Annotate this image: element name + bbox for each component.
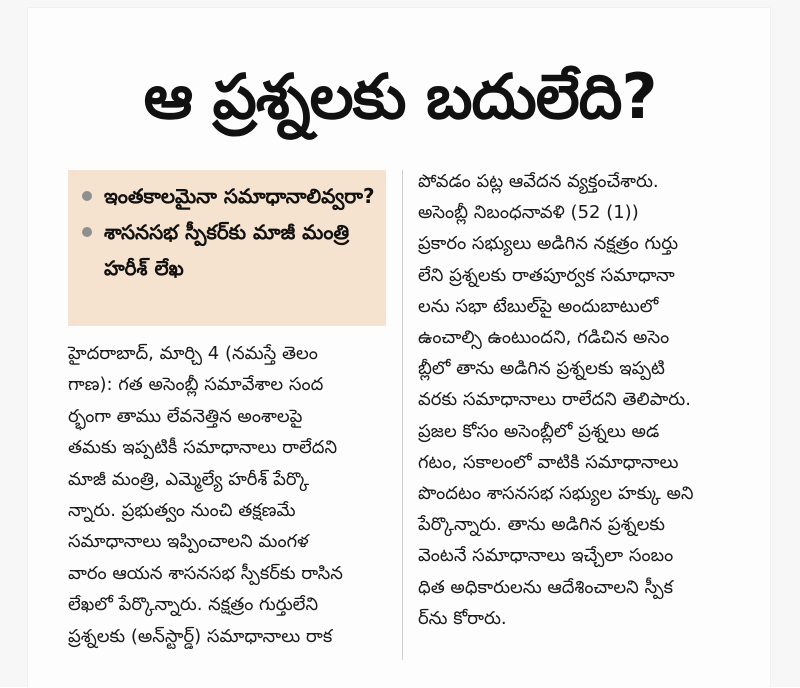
body-line: తమకు ఇప్పటికీ సమాధానాలు రాలేదని bbox=[68, 437, 338, 459]
column-divider bbox=[402, 170, 403, 660]
body-line: పోవడం పట్ల ఆవేదన వ్యక్తంచేశారు. bbox=[418, 171, 659, 192]
body-line: న్నారు. ప్రభుత్వం నుంచి తక్షణమే bbox=[68, 500, 296, 522]
body-line: ధిత అధికారులను ఆదేశించాలని స్పీక bbox=[418, 576, 674, 598]
body-line: ఉంచాల్సి ఉంటుందని, గడిచిన అసెం bbox=[418, 327, 670, 349]
body-line: సమాధానాలు ఇప్పించాలని మంగళ bbox=[68, 531, 309, 553]
body-line: పేర్కొన్నారు. తాను అడిగిన ప్రశ్నలకు bbox=[418, 514, 665, 536]
body-line: బ్లీలో తాను అడిగిన ప్రశ్నలకు ఇప్పటి bbox=[418, 358, 665, 380]
body-line: పొందటం శాసనసభ సభ్యుల హక్కు అని bbox=[418, 483, 694, 505]
body-line: గాణ): గత అసెంబ్లీ సమావేశాల సంద bbox=[68, 374, 324, 396]
body-line: లను సభా టేబుల్‌పై అందుబాటులో bbox=[418, 295, 659, 317]
body-line: వారం ఆయన శాసనసభ స్పీకర్‌కు రాసిన bbox=[68, 562, 343, 584]
body-line: హైదరాబాద్, మార్చి 4 (నమస్తే తెలం bbox=[68, 343, 318, 364]
body-line: గటం, సకాలంలో వాటికి సమాధానాలు bbox=[418, 451, 679, 473]
highlight-item bbox=[80, 214, 380, 286]
body-line: ప్రకారం సభ్యులు అడిగిన నక్షత్రం గుర్తు bbox=[418, 233, 679, 255]
body-line: ప్రశ్నలకు (అన్‌స్టార్డ్) సమాధానాలు రాక bbox=[68, 625, 333, 647]
highlight-text: ఇంతకాలమైనా సమాధానాలివ్వరా? bbox=[104, 184, 375, 208]
body-line: వరకు సమాధానాలు రాలేదని తెలిపారు. bbox=[418, 389, 691, 411]
body-line: ప్రజల కోసం అసెంబ్లీలో ప్రశ్నలు అడ bbox=[418, 420, 660, 442]
body-line: మాజీ మంత్రి, ఎమ్మెల్యే హరీశ్ పేర్కొ bbox=[68, 468, 310, 490]
body-line: లేని ప్రశ్నలకు రాతపూర్వక సమాధానా bbox=[418, 264, 675, 286]
body-line: ర్‌ను కోరారు. bbox=[418, 607, 507, 629]
highlight-item bbox=[80, 178, 380, 214]
body-line: వెంటనే సమాధానాలు ఇచ్చేలా సంబం bbox=[418, 545, 674, 567]
article-headline: ఆ ప్రశ్నలకు బదులేది? bbox=[143, 60, 657, 133]
body-line: ర్భంగా తాము లేవనెత్తిన అంశాలపై bbox=[68, 405, 303, 427]
article-body-left-column bbox=[68, 338, 390, 652]
bullet-icon bbox=[82, 191, 92, 201]
article-body-right-column bbox=[418, 166, 748, 634]
body-line: లేఖలో పేర్కొన్నారు. నక్షత్రం గుర్తులేని bbox=[68, 594, 319, 616]
highlight-text: శాసనసభ స్పీకర్‌కు మాజీ మంత్రి హరీశ్ లేఖ bbox=[104, 220, 350, 280]
highlights-list bbox=[80, 178, 380, 286]
bullet-icon bbox=[82, 227, 92, 237]
body-line: అసెంబ్లీ నిబంధనావళి (52 (1)) bbox=[418, 202, 639, 224]
